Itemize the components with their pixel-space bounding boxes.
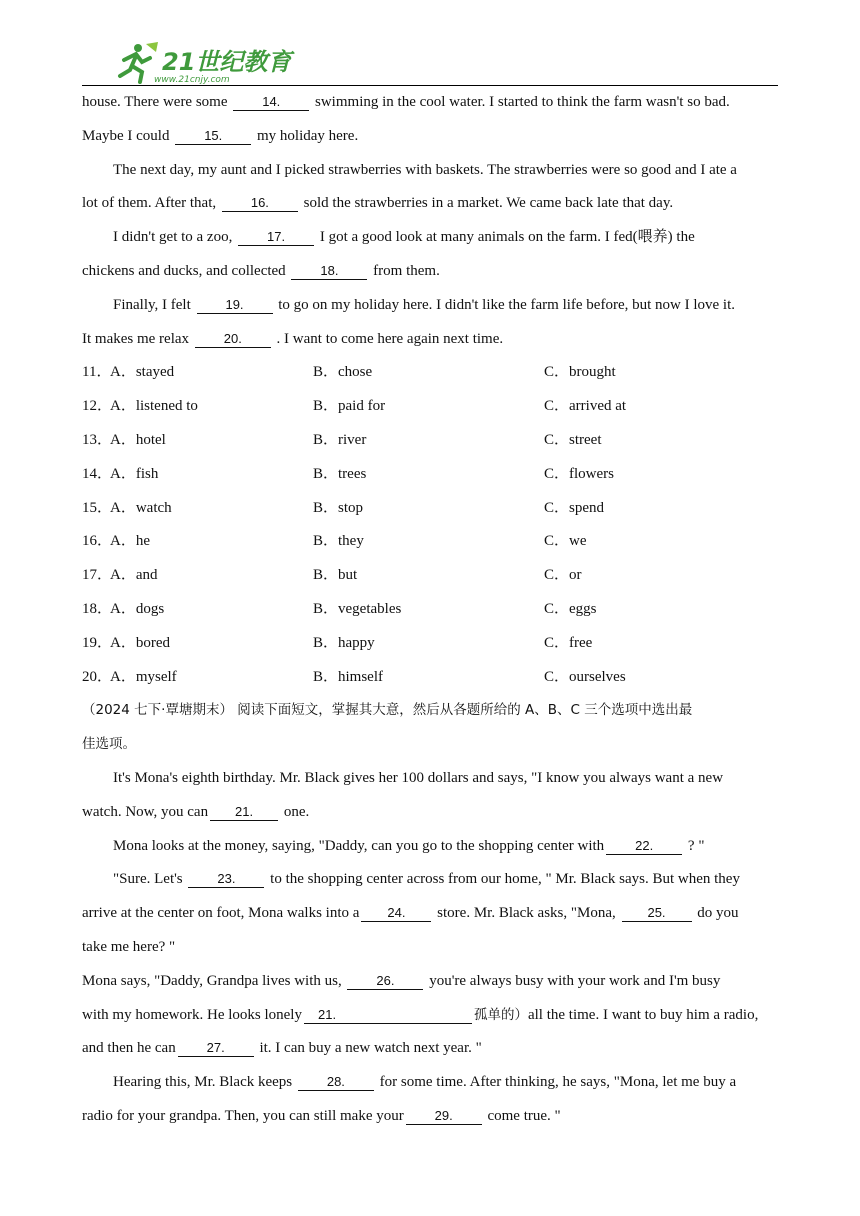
passage-line: Finally, I felt 19. to go on my holiday here. I didn't like the farm life before, but now I love it. <box>113 296 736 313</box>
option-b[interactable]: B．but <box>313 567 358 584</box>
answer-blank-29[interactable]: 29. <box>406 1108 482 1125</box>
option-c[interactable]: C．brought <box>544 364 616 381</box>
option-c[interactable]: C．or <box>544 567 582 584</box>
answer-blank-24[interactable]: 24. <box>361 905 431 922</box>
option-b[interactable]: B．river <box>313 431 367 448</box>
option-b[interactable]: B．paid for <box>313 398 386 415</box>
question-options: 14．A．fish B．trees C．flowers <box>82 465 614 482</box>
answer-blank-18[interactable]: 18. <box>291 263 367 280</box>
option-c[interactable]: C．free <box>544 634 593 651</box>
option-b[interactable]: B．trees <box>313 465 367 482</box>
option-c[interactable]: C．flowers <box>544 465 614 482</box>
passage-line: lot of them. After that, 16. sold the strawberries in a market. We came back late that day. <box>82 195 674 212</box>
option-c[interactable]: C．street <box>544 431 602 448</box>
answer-blank-20[interactable]: 20. <box>195 331 271 348</box>
answer-blank-lonely[interactable]: 21. <box>304 1007 472 1024</box>
answer-blank-28[interactable]: 28. <box>298 1074 374 1091</box>
answer-blank-27[interactable]: 27. <box>178 1040 254 1057</box>
passage-line: house. There were some 14. swimming in the cool water. I started to think the farm wasn't so bad. <box>82 94 730 110</box>
passage-line: arrive at the center on foot, Mona walks into a 24. store. Mr. Black asks, "Mona, 25. do you <box>82 905 739 922</box>
passage-line: and then he can 27. it. I can buy a new watch next year. " <box>82 1040 482 1057</box>
question-options: 17．A．and B．but C．or <box>82 567 582 584</box>
options-list <box>82 356 778 694</box>
option-c[interactable]: C．ourselves <box>544 668 626 685</box>
question-options: 20．A．myself B．himself C．ourselves <box>82 668 626 685</box>
passage-line: "Sure. Let's 23. to the shopping center across from our home, " Mr. Black says. But when they <box>113 871 740 888</box>
passage-line: The next day, my aunt and I picked strawberries with baskets. The strawberries were so good and I ate a <box>113 161 737 178</box>
logo-21cnjy <box>102 40 302 84</box>
question-options: 19．A．bored B．happy C．free <box>82 634 593 651</box>
answer-blank-26[interactable]: 26. <box>347 973 423 990</box>
answer-blank-21[interactable]: 21. <box>210 804 278 821</box>
answer-blank-16[interactable]: 16. <box>222 195 298 212</box>
svg-text:21世纪教育: 21世纪教育 <box>162 48 292 76</box>
option-c[interactable]: C．spend <box>544 499 605 516</box>
option-a[interactable]: A．listened to <box>110 398 198 415</box>
passage-line: chickens and ducks, and collected 18. from them. <box>82 262 440 279</box>
answer-blank-14[interactable]: 14. <box>233 94 309 111</box>
page-header <box>82 40 778 86</box>
option-b[interactable]: B．himself <box>313 668 383 685</box>
option-a[interactable]: A．and <box>110 567 158 584</box>
passage-line: watch. Now, you can 21. one. <box>82 803 310 820</box>
answer-blank-17[interactable]: 17. <box>238 229 314 246</box>
option-a[interactable]: A．stayed <box>110 364 175 381</box>
passage-line: Hearing this, Mr. Black keeps 28. for some time. After thinking, he says, "Mona, let me buy a <box>113 1074 737 1091</box>
question-options: 16．A．he B．they C．we <box>82 533 587 550</box>
option-b[interactable]: B．vegetables <box>313 600 402 617</box>
passage-line: Maybe I could 15. my holiday here. <box>82 127 359 144</box>
passage-line: Mona looks at the money, saying, "Daddy, can you go to the shopping center with 22. ? " <box>113 837 705 854</box>
answer-blank-15[interactable]: 15. <box>175 128 251 145</box>
question-options: 11．A．stayed B．chose C．brought <box>82 364 616 381</box>
option-b[interactable]: B．happy <box>313 634 375 651</box>
option-b[interactable]: B．stop <box>313 499 364 516</box>
option-a[interactable]: A．hotel <box>110 431 166 448</box>
option-c[interactable]: C．we <box>544 533 587 550</box>
question-options: 18．A．dogs B．vegetables C．eggs <box>82 600 597 617</box>
option-b[interactable]: B．they <box>313 533 364 550</box>
document-body <box>82 86 778 1134</box>
option-a[interactable]: A．myself <box>110 668 177 685</box>
passage-line: It makes me relax 20. . I want to come here again next time. <box>82 330 504 347</box>
passage-line: It's Mona's eighth birthday. Mr. Black gives her 100 dollars and says, "I know you always want a new <box>113 769 724 786</box>
svg-text:www.21cnjy.com: www.21cnjy.com <box>154 75 230 84</box>
option-a[interactable]: A．he <box>110 533 150 550</box>
answer-blank-19[interactable]: 19. <box>197 297 273 314</box>
section-instruction-cont: 佳选项。 <box>82 736 136 753</box>
question-options: 13．A．hotel B．river C．street <box>82 431 602 448</box>
passage-line: radio for your grandpa. Then, you can still make your 29. come true. " <box>82 1107 561 1124</box>
option-a[interactable]: A．bored <box>110 634 170 651</box>
passage-line: take me here? " <box>82 938 176 955</box>
passage-line: I didn't get to a zoo, 17. I got a good look at many animals on the farm. I fed(喂养) the <box>113 229 695 246</box>
option-c[interactable]: C．arrived at <box>544 398 627 415</box>
question-options: 15．A．watch B．stop C．spend <box>82 499 605 516</box>
answer-blank-22[interactable]: 22. <box>606 838 682 855</box>
question-options: 12．A．listened to B．paid for C．arrived at <box>82 398 627 415</box>
option-a[interactable]: A．watch <box>110 499 172 516</box>
answer-blank-23[interactable]: 23. <box>188 871 264 888</box>
option-b[interactable]: B．chose <box>313 364 373 381</box>
option-c[interactable]: C．eggs <box>544 600 597 617</box>
passage-line: with my homework. He looks lonely 21. 孤单的）all the time. I want to buy him a radio, <box>82 1006 759 1023</box>
option-a[interactable]: A．dogs <box>110 600 165 617</box>
option-a[interactable]: A．fish <box>110 465 159 482</box>
answer-blank-25[interactable]: 25. <box>622 905 692 922</box>
section-instruction: （2024 七下·覃塘期末） 阅读下面短文，掌握其大意，然后从各题所给的 A、B、C 三个选项中选出最 <box>82 702 693 719</box>
passage-line: Mona says, "Daddy, Grandpa lives with us, 26. you're always busy with your work and I'm busy <box>82 972 721 989</box>
